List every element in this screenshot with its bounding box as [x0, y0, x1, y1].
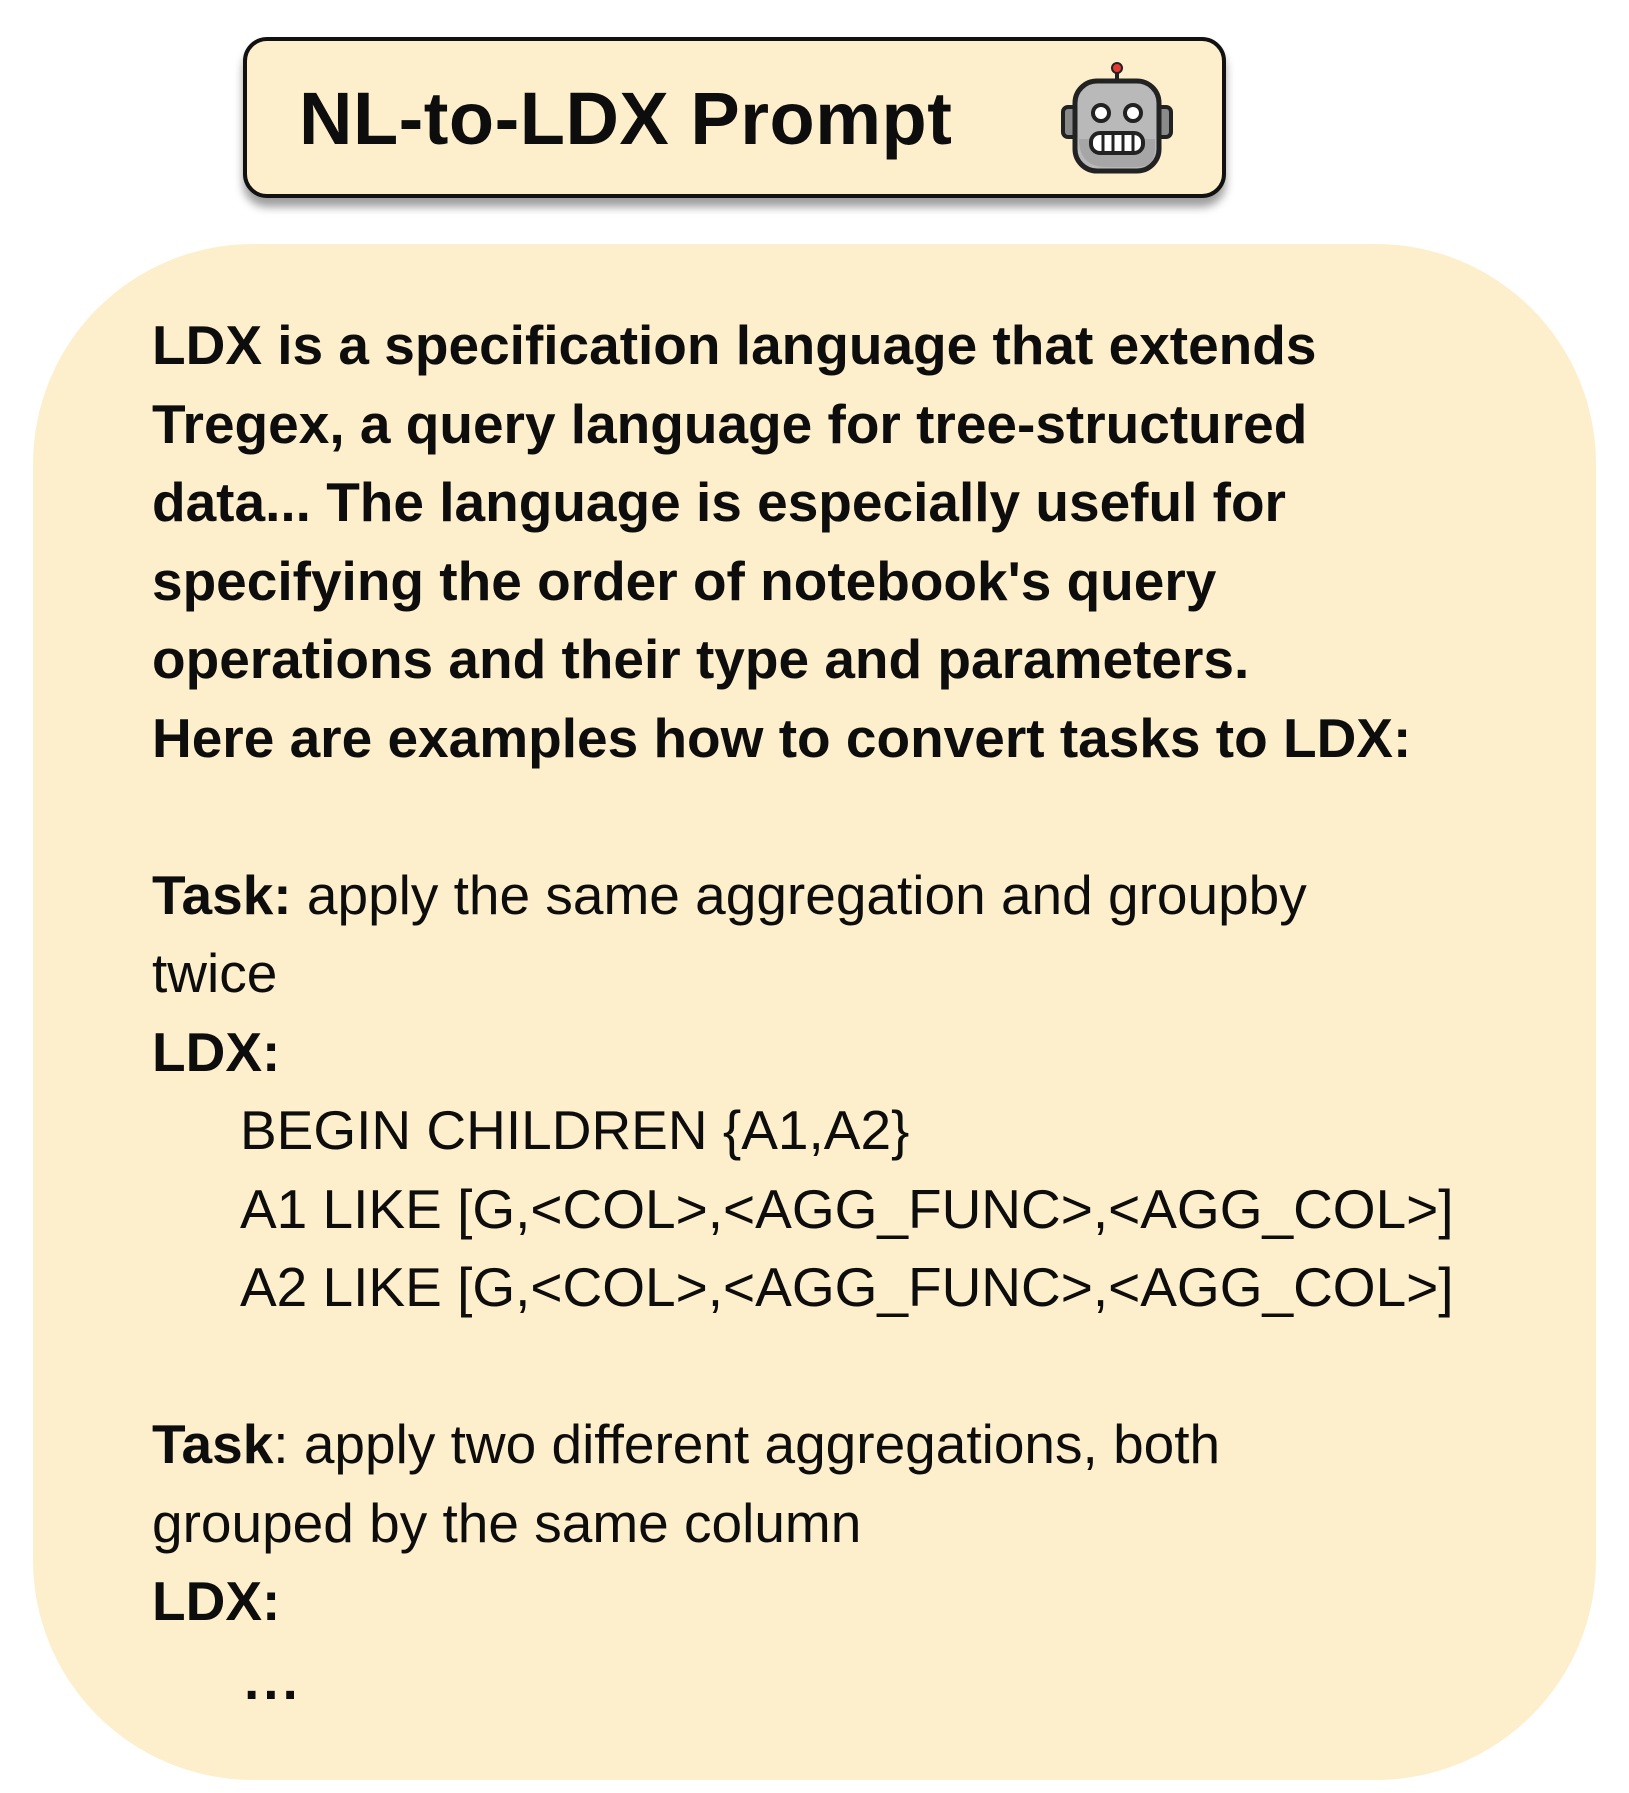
intro-line: operations and their type and parameters.	[152, 628, 1250, 690]
intro-line: Here are examples how to convert tasks to LDX:	[152, 706, 1412, 769]
spacer	[152, 777, 1512, 856]
ldx-ellipsis: ...	[244, 1648, 302, 1711]
task-line	[152, 856, 1512, 935]
intro-line: LDX is a specification language that extends	[152, 314, 1317, 376]
ldx-code-line: A1 LIKE [G,<COL>,<AGG_FUNC>,<AGG_COL>]	[240, 1177, 1454, 1240]
task-label: Task	[152, 1413, 274, 1475]
ldx-code-line: BEGIN CHILDREN {A1,A2}	[240, 1099, 910, 1161]
robot-icon	[1057, 59, 1177, 179]
example-block	[152, 856, 1512, 1327]
intro-line: specifying the order of notebook's query	[152, 549, 1217, 612]
task-text-continued: grouped by the same column	[152, 1491, 862, 1554]
task-label: Task:	[152, 863, 292, 926]
example-block	[152, 1405, 1512, 1719]
task-text: : apply two different aggregations, both	[273, 1413, 1221, 1475]
task-line	[152, 1405, 1512, 1484]
intro-line: data... The language is especially useful for	[152, 471, 1286, 533]
page-title: NL-to-LDX Prompt	[299, 77, 953, 160]
ldx-label: LDX:	[152, 1020, 281, 1083]
intro-paragraph	[152, 306, 1512, 777]
prompt-content	[152, 306, 1512, 1719]
prompt-title-box	[243, 37, 1226, 198]
task-text: apply the same aggregation and groupby	[291, 863, 1307, 926]
task-text-continued: twice	[152, 942, 278, 1004]
intro-line: Tregex, a query language for tree-structured	[152, 392, 1308, 455]
spacer	[152, 1327, 1512, 1406]
ldx-code-line: A2 LIKE [G,<COL>,<AGG_FUNC>,<AGG_COL>]	[240, 1256, 1454, 1318]
ldx-label: LDX:	[152, 1570, 281, 1632]
